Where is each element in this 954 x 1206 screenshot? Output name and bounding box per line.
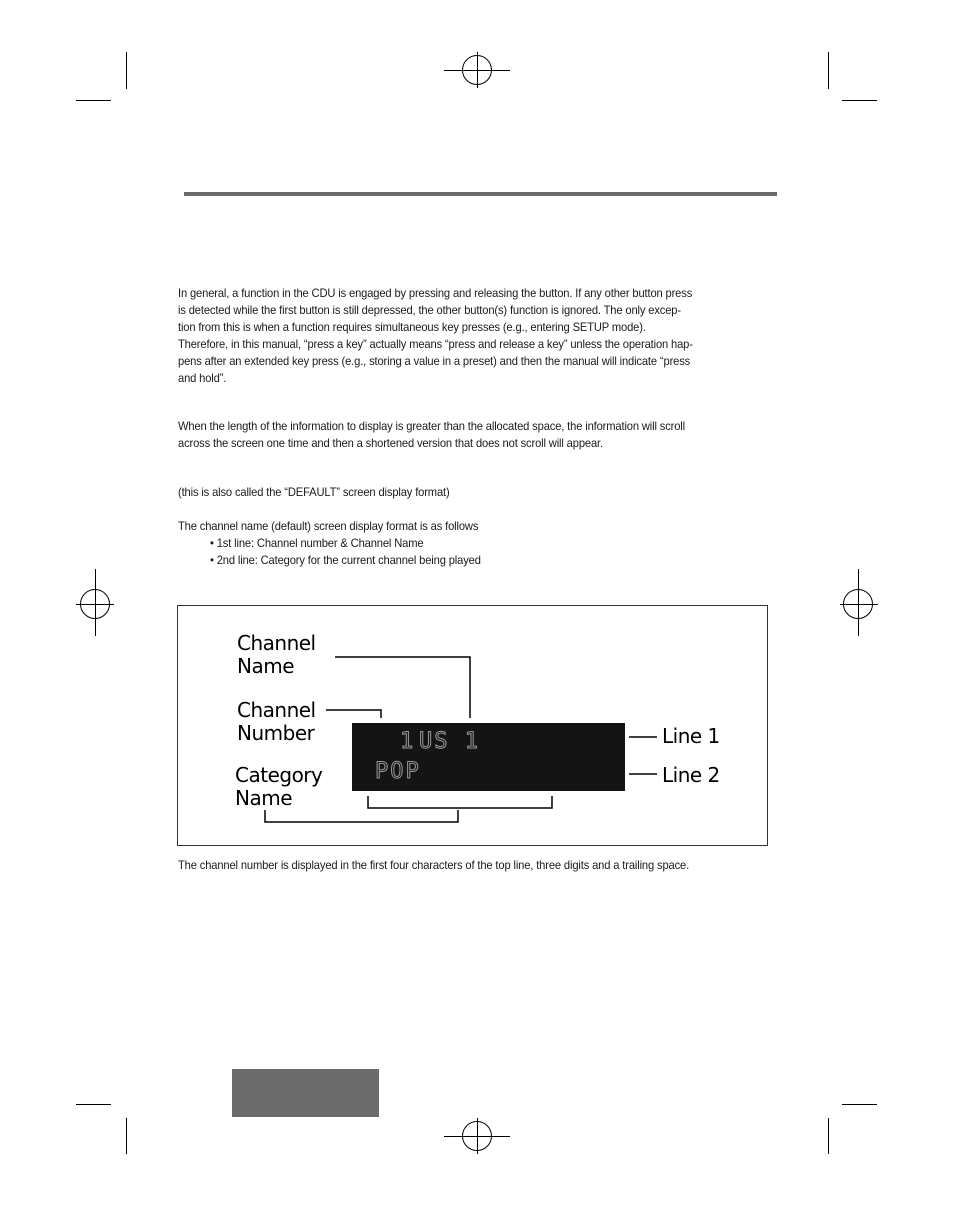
bracket-line-2-span bbox=[368, 796, 552, 808]
page-footer-block bbox=[232, 1069, 379, 1117]
label-channel-name: Channel Name bbox=[237, 631, 316, 678]
paragraph-press-release: In general, a function in the CDU is engaged by pressing and releasing the button. If any other button press is detected while the first button is still depressed, the other button(s) function is ignored. The only excep- tion from this is when a function requires simultaneous key presses (e.g., entering SETUP mode). Therefore, in this manual, “press a key” actually means “press and release a key” unless the operation hap- pens after an extended key press (e.g., storing a value in a preset) and then the manual will indicate “press and hold”. bbox=[178, 286, 693, 385]
leader-channel-name bbox=[335, 657, 470, 718]
label-channel-number: Channel Number bbox=[237, 698, 316, 745]
format-intro: The channel name (default) screen display format is as follows bbox=[178, 519, 479, 533]
paragraph-scrolling: When the length of the information to display is greater than the allocated space, the information will scroll across the screen one time and then a shortened version that does not scroll will appear. bbox=[178, 419, 685, 450]
bullet-line-2: • 2nd line: Category for the current channel being played bbox=[210, 553, 481, 567]
label-line-1: Line 1 bbox=[662, 724, 720, 748]
leader-channel-number bbox=[326, 710, 381, 718]
lcd-channel-name: US 1 bbox=[419, 729, 480, 754]
default-format-note: (this is also called the “DEFAULT” screen display format) bbox=[178, 485, 450, 499]
bullet-line-1: • 1st line: Channel number & Channel Name bbox=[210, 536, 424, 550]
lcd-channel-number: 1 bbox=[400, 729, 416, 754]
lcd-category: POP bbox=[375, 759, 421, 784]
label-category-name: Category Name bbox=[235, 763, 323, 810]
leader-category-name bbox=[265, 810, 458, 822]
label-line-2: Line 2 bbox=[662, 763, 720, 787]
channel-number-note: The channel number is displayed in the first four characters of the top line, three digits and a trailing space. bbox=[178, 858, 690, 872]
